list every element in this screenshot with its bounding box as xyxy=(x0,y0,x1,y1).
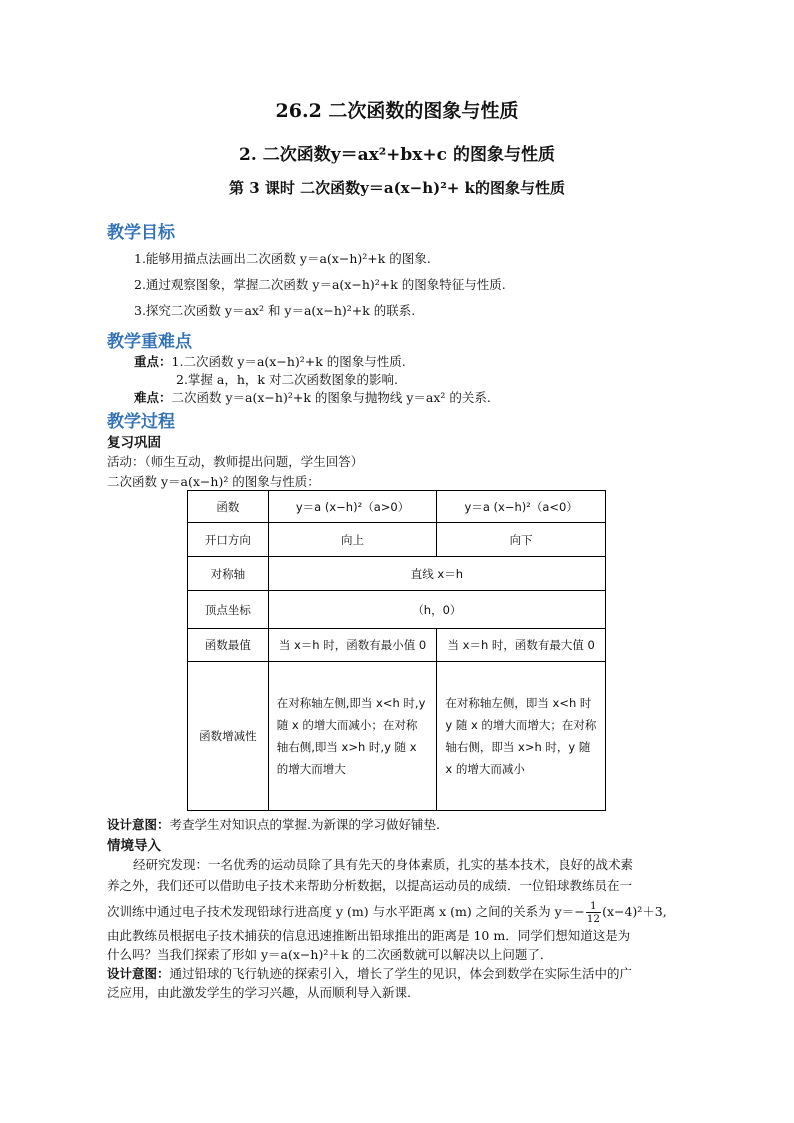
properties-table xyxy=(187,490,606,811)
table-header-cell: 函数 xyxy=(188,491,269,523)
fraction-numerator: 1 xyxy=(586,900,601,913)
table-row xyxy=(188,662,606,811)
table-cell: 向上 xyxy=(268,523,437,557)
table-row xyxy=(188,491,606,523)
design-note-2-cont: 泛应用，由此激发学生的学习兴趣，从而顺利导入新课. xyxy=(107,985,411,1000)
table-cell: （h，0） xyxy=(268,591,605,629)
table-cell: 在对称轴左侧,即当 x<h 时,y 随 x 的增大而减小；在对称轴右侧,即当 x>h 时,y 随 x 的增大而增大 xyxy=(268,662,437,811)
table-cell: 对称轴 xyxy=(188,557,269,591)
table-cell: 当 x＝h 时，函数有最小值 0 xyxy=(268,629,437,662)
section-subtitle: 2. 二次函数y＝ax²+bx+c 的图象与性质 xyxy=(239,145,555,165)
design-note-1 xyxy=(107,815,440,833)
scene-line-5: 什么吗？当我们探索了形如 y＝a(x−h)²＋k 的二次函数就可以解决以上问题了． xyxy=(107,947,553,962)
process-heading: 教学过程 xyxy=(107,412,175,432)
table-row xyxy=(188,523,606,557)
focus-line-2: 2.掌握 a，h，k 对二次函数图象的影响. xyxy=(176,372,398,387)
table-cell: 顶点坐标 xyxy=(188,591,269,629)
table-header-cell: y＝a (x−h)²（a<0） xyxy=(437,491,606,523)
table-cell: 当 x＝h 时，函数有最大值 0 xyxy=(437,629,606,662)
goal-item: 2.通过观察图象，掌握二次函数 y＝a(x−h)²+k 的图象特征与性质. xyxy=(134,277,506,292)
scene-line-3 xyxy=(107,900,667,925)
focus-line-1 xyxy=(134,352,406,370)
design-note-2 xyxy=(107,964,632,982)
scene-line-2: 养之外，我们还可以借助电子技术来帮助分析数据，以提高运动员的成绩．一位铅球教练员在一 xyxy=(107,878,633,893)
key-points-heading: 教学重难点 xyxy=(107,332,192,352)
table-cell: 函数增减性 xyxy=(188,662,269,811)
table-cell: 函数最值 xyxy=(188,629,269,662)
table-cell: 开口方向 xyxy=(188,523,269,557)
fraction-denominator: 12 xyxy=(586,913,601,925)
focus-label: 重点： xyxy=(134,354,172,369)
scene-heading: 情境导入 xyxy=(107,838,161,854)
lesson-title: 第 3 课时 二次函数y＝a(x−h)²+ k的图象与性质 xyxy=(229,179,565,197)
scene-line-1: 经研究发现：一名优秀的运动员除了具有先天的身体素质，扎实的基本技术，良好的战术素 xyxy=(133,857,634,872)
table-row xyxy=(188,557,606,591)
scene-line-3-text: 次训练中通过电子技术发现铅球行进高度 y (m) 与水平距离 x (m) 之间的关系为 y＝− xyxy=(107,904,585,919)
table-cell: 向下 xyxy=(437,523,606,557)
goal-item: 1.能够用描点法画出二次函数 y＝a(x−h)²+k 的图象. xyxy=(134,251,431,266)
table-row xyxy=(188,591,606,629)
scene-line-3-tail: (x−4)²＋3, xyxy=(602,904,667,919)
design-text: 考查学生对知识点的掌握.为新课的学习做好铺垫. xyxy=(169,817,440,832)
activity-line: 活动：（师生互动，教师提出问题，学生回答） xyxy=(107,454,364,469)
table-row xyxy=(188,629,606,662)
fraction xyxy=(586,900,601,925)
table-cell: 直线 x＝h xyxy=(268,557,605,591)
review-heading: 复习巩固 xyxy=(107,435,161,451)
difficulty-line xyxy=(134,388,491,406)
scene-line-4: 由此教练员根据电子技术捕获的信息迅速推断出铅球推出的距离是 10 m．同学们想知道这是为 xyxy=(107,928,631,943)
difficulty-text: 二次函数 y＝a(x−h)²+k 的图象与抛物线 y＝ax² 的关系. xyxy=(171,390,491,405)
table-intro: 二次函数 y＝a(x−h)² 的图象与性质： xyxy=(107,474,320,489)
table-cell: 在对称轴左侧，即当 x<h 时 y 随 x 的增大而增大；在对称轴右侧，即当 x>h 时，y 随 x 的增大而减小 xyxy=(437,662,606,811)
goal-item: 3.探究二次函数 y＝ax² 和 y＝a(x−h)²+k 的联系. xyxy=(134,303,416,318)
focus-text: 1.二次函数 y＝a(x−h)²+k 的图象与性质. xyxy=(171,354,406,369)
table-header-cell: y＝a (x−h)²（a>0） xyxy=(268,491,437,523)
design-text: 通过铅球的飞行轨迹的探索引入，增长了学生的见识，体会到数学在实际生活中的广 xyxy=(169,966,633,981)
design-label: 设计意图： xyxy=(107,817,170,832)
design-label: 设计意图： xyxy=(107,966,170,981)
goals-heading: 教学目标 xyxy=(107,223,175,243)
page-title: 26.2 二次函数的图象与性质 xyxy=(275,100,519,122)
difficulty-label: 难点： xyxy=(134,390,172,405)
